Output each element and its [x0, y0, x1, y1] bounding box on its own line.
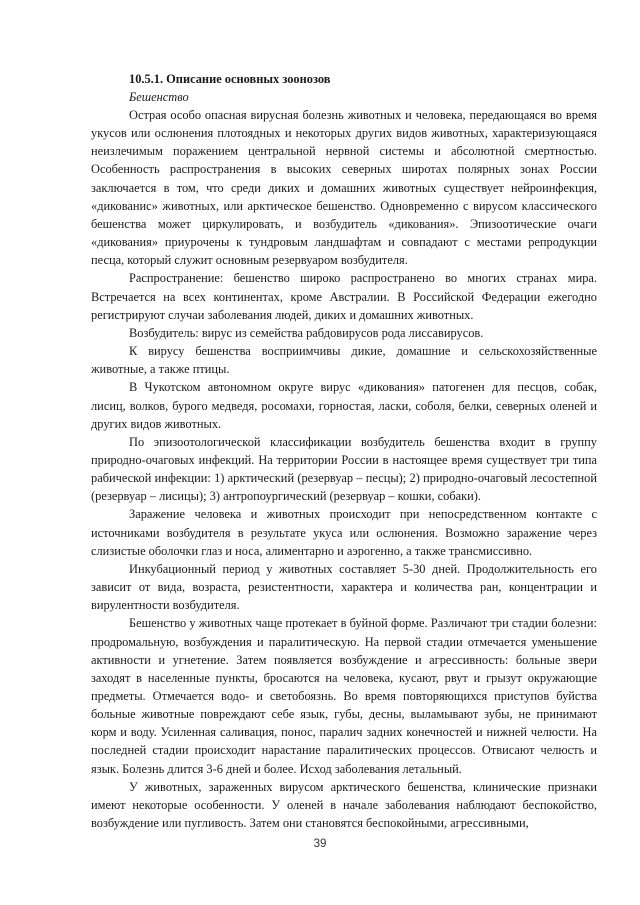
section-heading: 10.5.1. Описание основных зоонозов — [129, 72, 331, 86]
paragraph-transmission: Заражение человека и животных происходит при непосредственном контакте с источниками возбудителя в результате укуса или ослюнения. Возможно заражение через слизистые оболочки глаз и носа, алиментарно и аэрогенно, а также трансмиссивно. — [91, 507, 597, 558]
paragraph-clinical-course: Бешенство у животных чаще протекает в буйной форме. Различают три стадии болезни: продромальную, возбуждения и паралитическую. На первой стадии отмечается уменьшение активности и угнетение. Затем появляется возбуждение и агрессивность: больные звери заходят в населенные пункты, бросаются на человека, кусают, рвут и грызут окружающие предметы. Отмечается водо- и светобоязнь. Во время повторяющихся приступов буйства больные животные повреждают себе язык, губы, десны, выламывают зубы, не принимают корм и воду. Усиленная саливация, понос, паралич задних конечностей и нижней челюсти. На последней стадии происходит нарастание паралитических процессов. Отвисают челюсть и язык. Болезнь длится 3-6 дней и более. Исход заболевания летальный. — [91, 616, 597, 776]
document-page — [91, 70, 597, 832]
paragraph-pathogen: Возбудитель: вирус из семейства рабдовирусов рода лиссавирусов. — [129, 325, 484, 340]
paragraph-susceptibility: К вирусу бешенства восприимчивы дикие, домашние и сельскохозяйственные животные, а также птицы. — [91, 344, 597, 377]
paragraph-classification: По эпизоотологической классификации возбудитель бешенства входит в группу природно-очаговых инфекций. На территории России в настоящее время существует три типа рабической инфекции: 1) арктический (резервуар – песцы); 2) природно-очаговый лесостепной (резервуар – лисицы); 3) антропоургический (резервуар – кошки, собаки). — [91, 434, 597, 504]
paragraph-incubation: Инкубационный период у животных составляет 5-30 дней. Продолжительность его зависит от вида, возраста, резистентности, характера и количества ран, концентрации и вирулентности возбудителя. — [91, 561, 597, 613]
paragraph-distribution: Распространение: бешенство широко распространено во многих странах мира. Встречается на всех континентах, кроме Австралии. В Российской Федерации ежегодно регистрируют случаи заболевания людей, диких и домашних животных. — [91, 271, 597, 322]
paragraph-arctic-rabies: У животных, зараженных вирусом арктического бешенства, клинические признаки имеют некоторые особенности. У оленей в начале заболевания наблюдают беспокойство, возбуждение или пугливость. Затем они становятся беспокойными, агрессивными, — [91, 779, 597, 831]
section-subheading: Бешенство — [129, 90, 189, 104]
paragraph-chukotka: В Чукотском автономном округе вирус «дикования» патогенен для песцов, собак, лисиц, волков, бурого медведя, росомахи, горностая, ласки, соболя, белки, северных оленей и других видов животных. — [91, 380, 597, 431]
paragraph-definition: Острая особо опасная вирусная болезнь животных и человека, передающаяся во время укусов или ослюнения плотоядных и некоторых других видов животных, характеризующаяся неизлечимым поражением центральной нервной системы и абсолютной смертностью. Особенность распространения в высоких северных широтах полярных зонах России заключается в том, что среди диких и домашних животных существует нейроинфекция, «дикованис» животных, или арктическое бешенство. Одновременно с вирусом классического бешенства может циркулировать, и возбудитель «дикования». Эпизоотические очаги «дикования» приурочены к тундровым ландшафтам и совпадают с местами репродукции песца, который служит основным резервуаром возбудителя. — [91, 108, 597, 268]
page-number: 39 — [313, 838, 327, 850]
